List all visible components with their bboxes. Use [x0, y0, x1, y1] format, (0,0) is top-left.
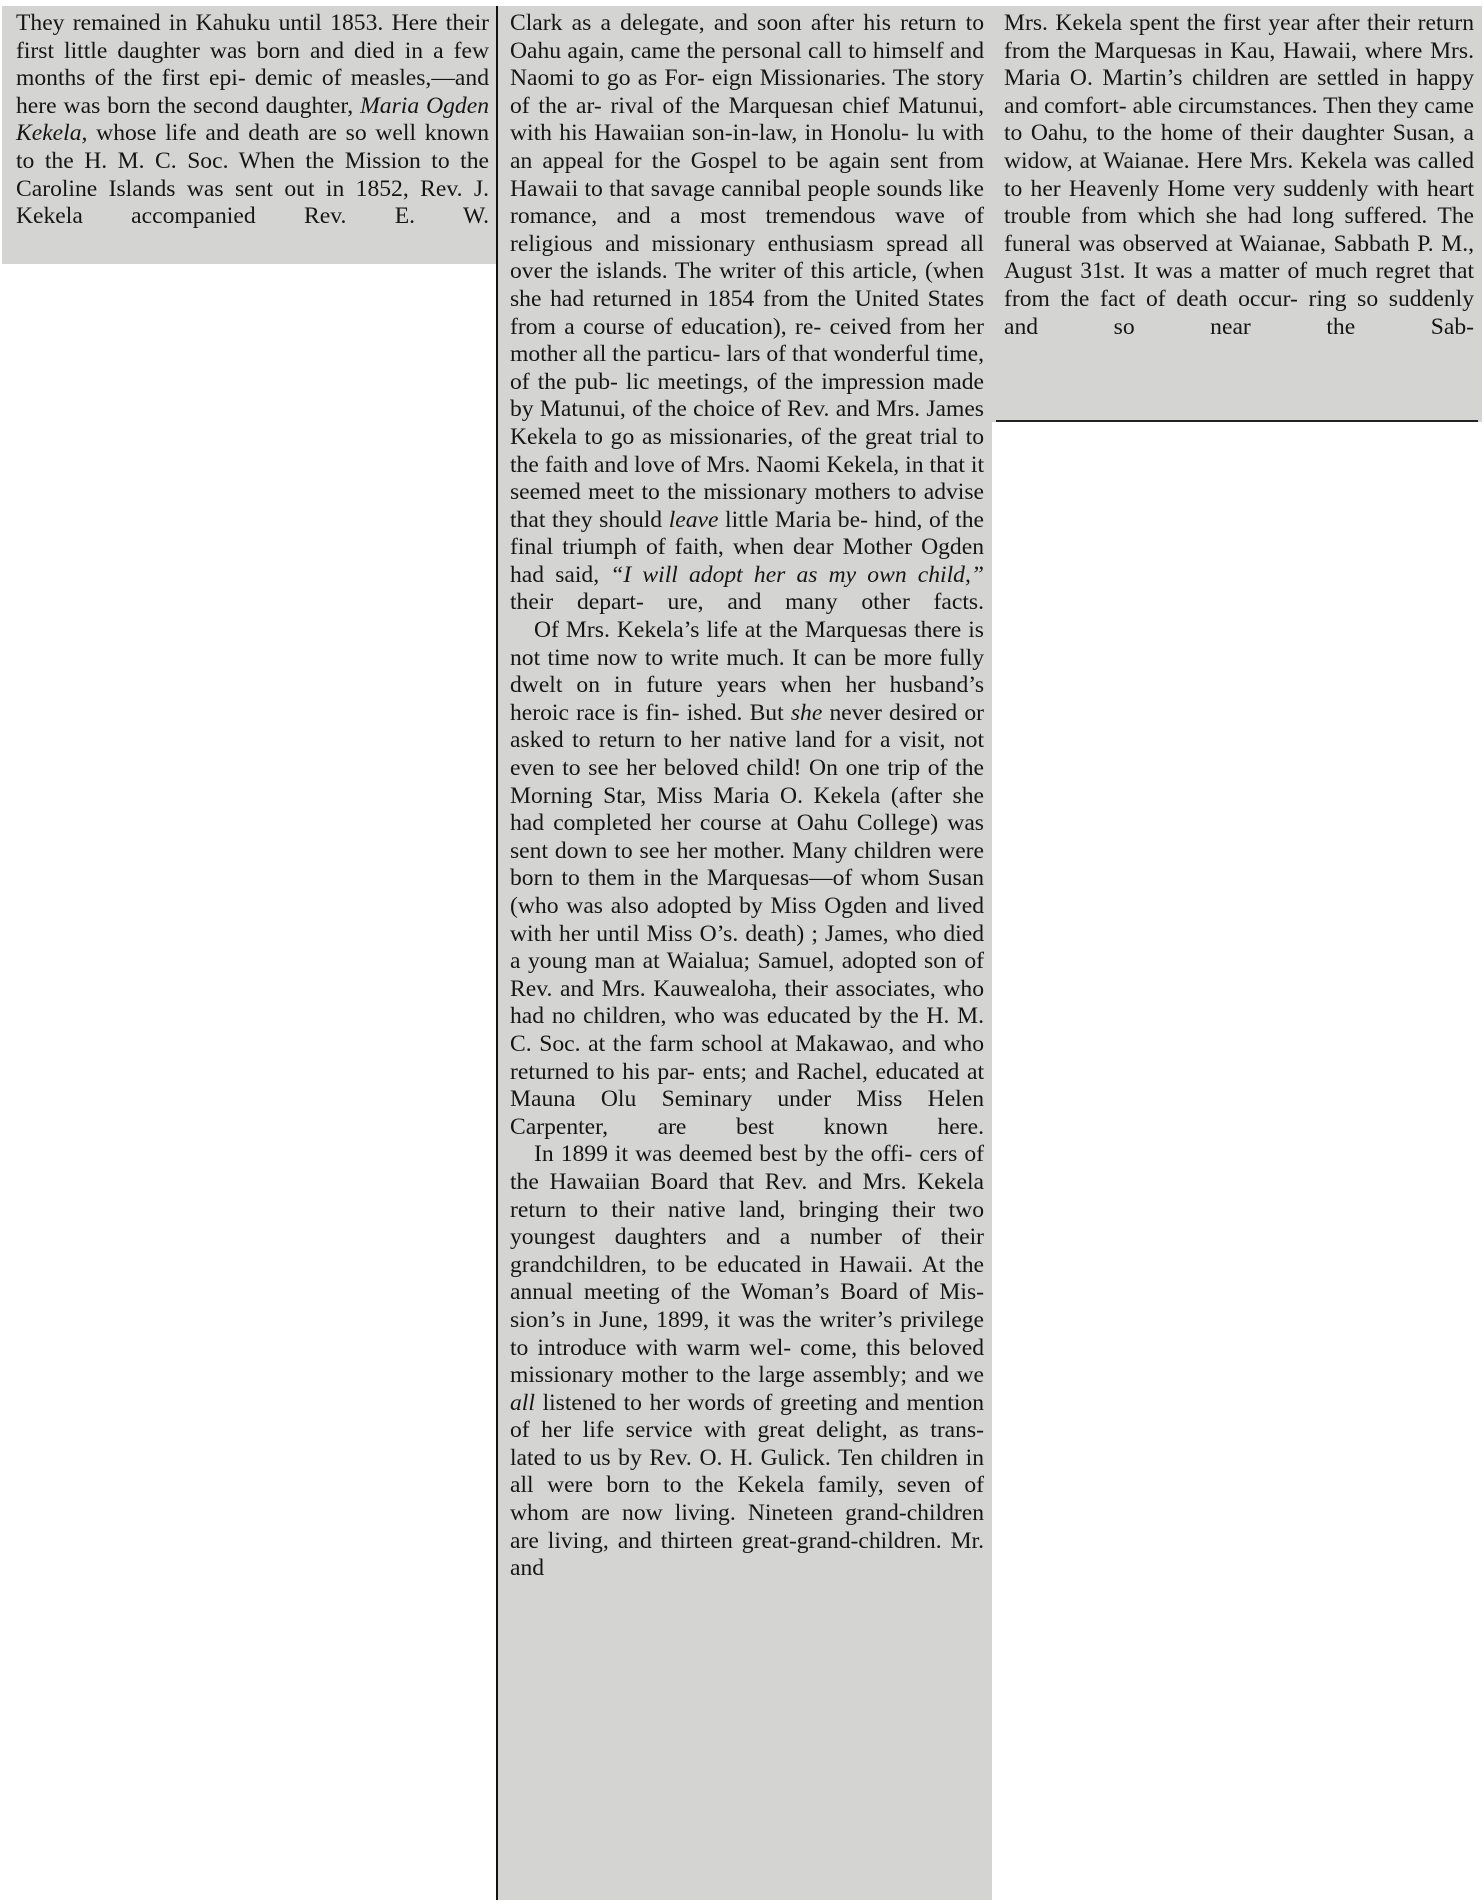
- paragraph: [16, 10, 489, 231]
- column-3-text: [1004, 10, 1474, 341]
- text-run: In 1899 it was deemed best by the offi- cers of the Hawaiian Board that Rev. and Mrs. Kekela return to their native land, bringing their two youngest daughters and a number of their grandchildren, to be educated in Hawaii. At the annual meeting of the Woman’s Board of Mis- sion’s in June, 1899, it was the writer’s privilege to introduce with warm wel- come, this beloved missionary mother to the large assembly; and we: [510, 1141, 984, 1389]
- paragraph: [510, 10, 984, 617]
- italic-run: she: [790, 699, 823, 726]
- column-end-rule: [996, 420, 1478, 422]
- article-column-2: [496, 6, 992, 1900]
- text-run: never desired or asked to return to her native land for a visit, not even to see her beloved child! On one trip of the Morning Star, Miss Maria O. Kekela (after she had completed her course at Oahu College) was sent down to see her mother. Many children were born to them in the Marquesas—of whom Susan (who was also adopted by Miss Ogden and lived with her until Miss O’s. death) ; James, who died a young man at Waialua; Samuel, adopted son of Rev. and Mrs. Kauwealoha, their associates, who had no children, who was educated by the H. M. C. Soc. at the farm school at Makawao, and who returned to his par- ents; and Rachel, educated at Mauna Olu Seminary under Miss Helen Carpenter, are best known here.: [510, 699, 984, 1140]
- text-run: listened to her words of greeting and mention of her life service with great delight, as trans- lated to us by Rev. O. H. Gulick. Ten children in all were born to the Kekela family, seven of whom are now living. Nineteen grand-children are living, and thirteen great-grand-children. Mr. and: [510, 1389, 984, 1582]
- text-run: Of Mrs. Kekela’s life at the Marquesas there is not time now to write much. It can be more fully dwelt on in future years when her husband’s heroic race is fin- ished. But: [510, 617, 984, 726]
- column-1-text: [16, 10, 489, 231]
- text-run: their depart- ure, and many other facts.: [510, 589, 984, 616]
- text-run: Mrs. Kekela spent the first year after their return from the Marquesas in Kau, Hawaii, where Mrs. Maria O. Martin’s children are settled in happy and comfort- able circumstances. Then they came to Oahu, to the home of their daughter Susan, a widow, at Waianae. Here Mrs. Kekela was called to her Heavenly Home very suddenly with heart trouble from which she had long suffered. The funeral was observed at Waianae, Sabbath P. M., August 31st. It was a matter of much regret that from the fact of death occur- ring so suddenly and so near the Sab-: [1004, 10, 1474, 340]
- text-run: They remained in Kahuku until 1853. Here their first little daughter was born and died in a few months of the first epi- demic of measles,—and here was born the second daughter,: [16, 10, 489, 119]
- italic-run: all: [510, 1389, 535, 1416]
- text-run: whose life and death are so well known to the H. M. C. Soc. When the Mission to the Caroline Islands was sent out in 1852, Rev. J. Kekela accompanied Rev. E. W.: [16, 120, 489, 230]
- paragraph: [510, 1141, 984, 1583]
- text-run: Clark as a delegate, and soon after his return to Oahu again, came the personal call to himself and Naomi to go as For- eign Missionaries. The story of the ar- rival of the Marquesan chief Matunui, with his Hawaiian son-in-law, in Honolu- lu with an appeal for the Gospel to be again sent from Hawaii to that savage cannibal people sounds like romance, and a most tremendous wave of religious and missionary enthusiasm spread all over the islands. The writer of this article, (when she had returned in 1854 from the United States from a course of education), re- ceived from her mother all the particu- lars of that wonderful time, of the pub- lic meetings, of the impression made by Matunui, of the choice of Rev. and Mrs. James Kekela to go as missionaries, of the great trial to the faith and love of Mrs. Naomi Kekela, in that it seemed meet to the missionary mothers to advise that they should: [510, 10, 984, 533]
- italic-run: leave: [668, 506, 719, 533]
- article-column-3: [992, 6, 1482, 422]
- text-run: little Maria be- hind, of the final triumph of faith, when dear Mother Ogden had said,: [510, 506, 985, 588]
- paragraph: [510, 617, 984, 1141]
- italic-run: Maria Ogden Kekela,: [16, 92, 489, 147]
- italic-run: “I will adopt her as my own child,”: [610, 561, 984, 588]
- column-2-text: [510, 10, 984, 1583]
- paragraph: [1004, 10, 1474, 341]
- article-column-1: [2, 6, 496, 264]
